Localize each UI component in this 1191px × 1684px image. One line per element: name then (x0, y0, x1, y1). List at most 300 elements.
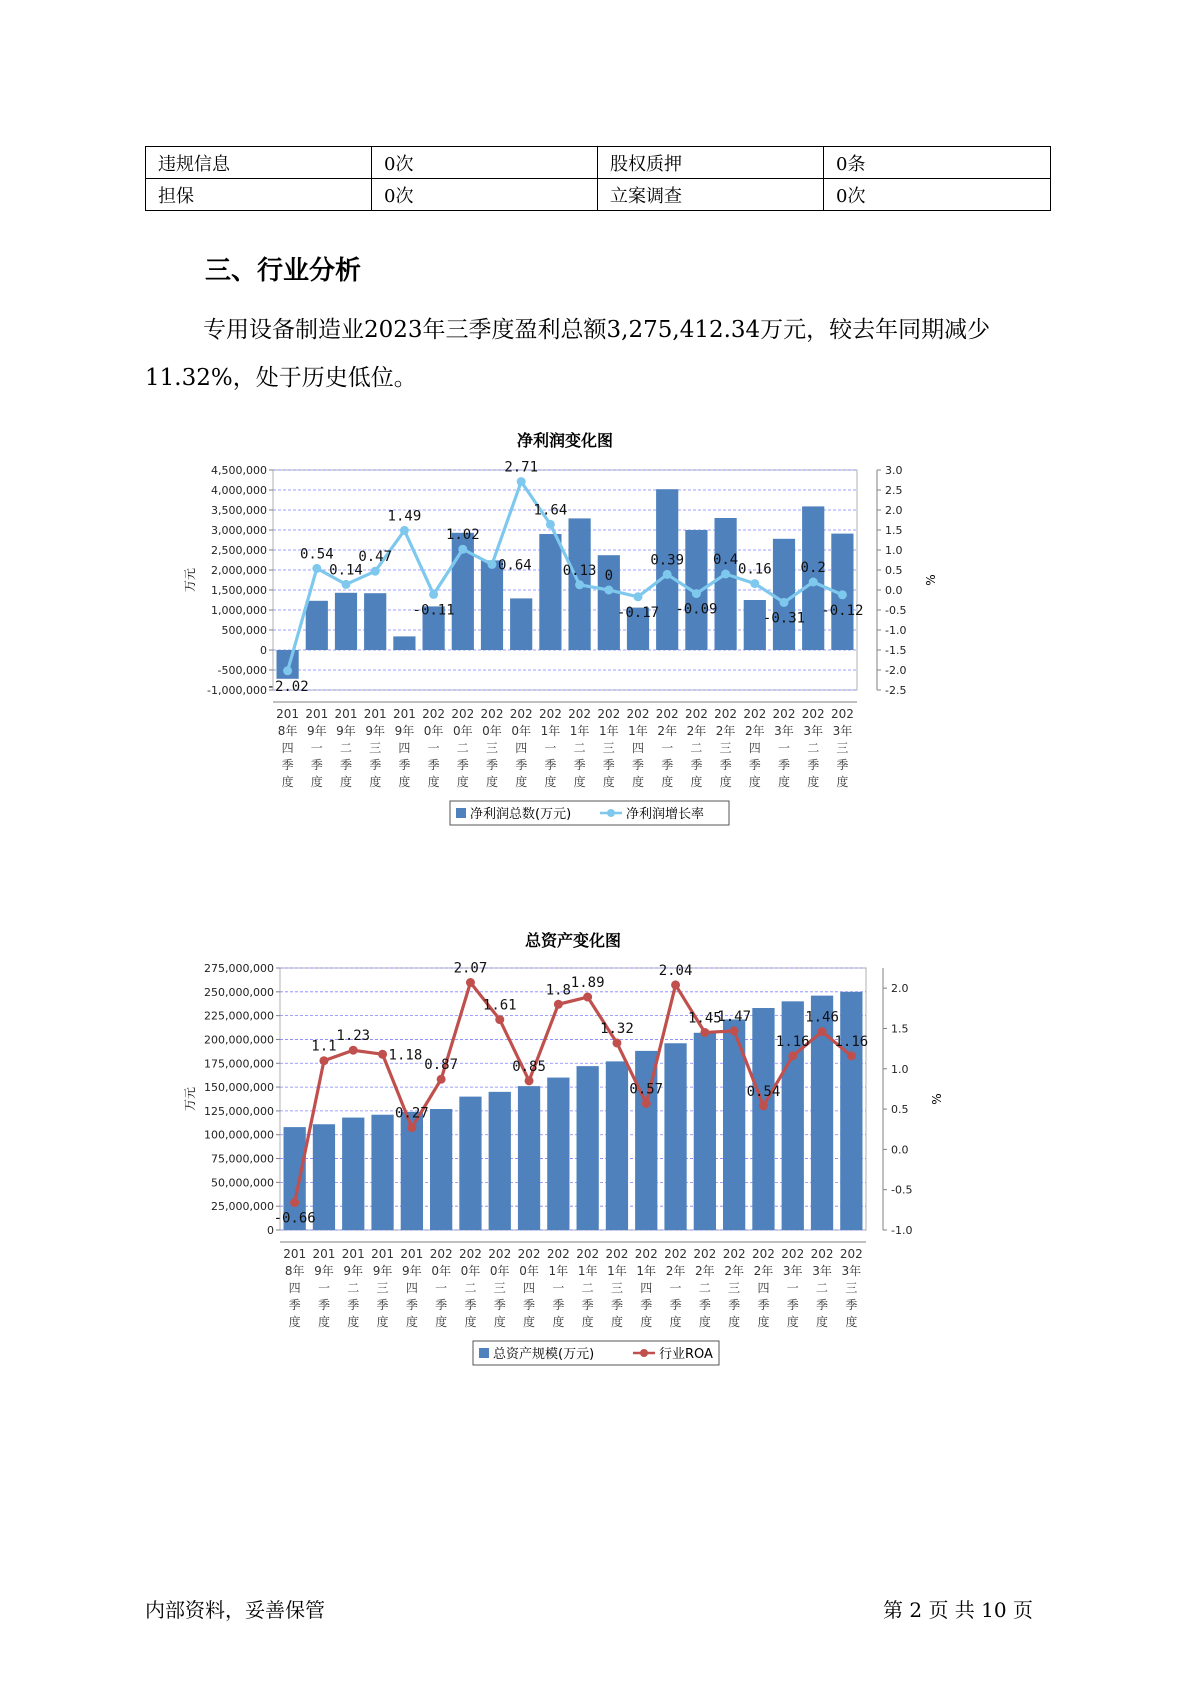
point-label: 2.07 (453, 960, 488, 977)
x-tick-label: 季 (640, 1298, 653, 1312)
x-tick-label: 四 (631, 741, 645, 755)
point-label: 1.8 (545, 982, 571, 999)
x-tick-label: 季 (427, 758, 440, 772)
x-tick-label: 季 (573, 758, 586, 772)
x-tick-label: 202 (517, 1247, 541, 1261)
x-tick-label: 0年 (482, 724, 502, 738)
x-tick-label: 四 (640, 1281, 653, 1295)
x-tick-label: 202 (422, 707, 446, 721)
x-tick-label: 202 (538, 707, 562, 721)
x-tick-label: 度 (493, 1315, 506, 1329)
x-tick-label: 2年 (695, 1264, 715, 1278)
x-tick-label: 202 (830, 707, 854, 721)
x-tick-label: 二 (456, 741, 469, 755)
x-tick-label: 二 (339, 741, 353, 755)
table-cell: 0次 (824, 179, 1051, 211)
x-tick-label: 四 (523, 1281, 536, 1295)
x-tick-label: 202 (810, 1247, 834, 1261)
y-tick-label: 3,500,000 (211, 504, 267, 517)
y-tick-label: 125,000,000 (204, 1104, 274, 1118)
x-tick-label: 度 (602, 775, 615, 789)
point-label: 1.89 (570, 975, 605, 992)
net-profit-chart (180, 418, 970, 878)
y2-tick-label: -1.5 (885, 644, 907, 657)
bar (694, 1033, 716, 1230)
x-tick-label: 1年 (636, 1264, 657, 1278)
x-tick-label: 季 (719, 758, 732, 772)
bar (840, 992, 862, 1230)
x-tick-label: 度 (728, 1315, 741, 1329)
x-tick-label: 度 (690, 775, 703, 789)
x-tick-label: 202 (722, 1247, 746, 1261)
x-tick-label: 季 (369, 758, 382, 772)
line-point (788, 1051, 797, 1060)
line-point (495, 1015, 504, 1024)
y-tick-label: 200,000,000 (204, 1033, 274, 1047)
x-tick-label: 季 (631, 758, 645, 772)
x-tick-label: 一 (661, 741, 674, 755)
x-tick-label: 一 (317, 1281, 330, 1295)
point-label: -0.09 (675, 601, 718, 618)
y2-axis-title: % (924, 574, 938, 586)
legend-bar-swatch (479, 1348, 489, 1358)
x-tick-label: 四 (748, 741, 761, 755)
bar (577, 1066, 599, 1230)
x-tick-label: 度 (698, 1315, 711, 1329)
x-tick-label: 201 (363, 707, 387, 721)
x-tick-label: 季 (317, 1298, 330, 1312)
x-tick-label: 三 (602, 741, 615, 755)
x-tick-label: 度 (376, 1315, 389, 1329)
x-tick-label: 三 (845, 1281, 858, 1295)
x-tick-label: 季 (698, 1298, 711, 1312)
y-tick-label: 1,500,000 (211, 584, 267, 597)
x-tick-label: 季 (464, 1298, 477, 1312)
x-tick-label: 8年 (277, 724, 298, 738)
bar (393, 636, 415, 650)
y-tick-label: 3,000,000 (211, 524, 267, 537)
line-point (583, 993, 592, 1002)
x-tick-label: 202 (480, 707, 504, 721)
y2-tick-label: -2.5 (885, 684, 907, 697)
y-tick-label: 50,000,000 (211, 1176, 274, 1190)
x-tick-label: 度 (669, 1315, 682, 1329)
x-tick-label: 四 (281, 741, 294, 755)
x-tick-label: 202 (451, 707, 475, 721)
x-tick-label: 四 (515, 741, 528, 755)
x-tick-label: 2年 (753, 1264, 774, 1278)
point-label: 2.71 (504, 459, 539, 476)
x-tick-label: 202 (839, 1247, 863, 1261)
x-tick-label: 一 (544, 741, 557, 755)
point-label: 0.4 (712, 552, 739, 568)
x-tick-label: 201 (392, 707, 416, 721)
y-axis-title: 万元 (183, 567, 197, 593)
bar (335, 593, 357, 650)
point-label: 1.1 (311, 1038, 337, 1055)
x-tick-label: 201 (371, 1247, 395, 1261)
x-tick-label: 季 (669, 1298, 682, 1312)
line-point (700, 1028, 709, 1037)
x-tick-label: 202 (429, 1247, 453, 1261)
x-tick-label: 9年 (372, 1264, 393, 1278)
y-tick-label: 100,000,000 (204, 1128, 274, 1142)
x-tick-label: 201 (283, 1247, 307, 1261)
line-point (809, 578, 818, 587)
y-tick-label: 25,000,000 (211, 1200, 274, 1214)
x-tick-label: 3年 (841, 1264, 862, 1278)
x-tick-label: 三 (610, 1281, 623, 1295)
line-point (750, 579, 759, 588)
x-tick-label: 0年 (423, 724, 444, 738)
x-tick-label: 度 (836, 775, 849, 789)
x-tick-label: 三 (493, 1281, 506, 1295)
x-tick-label: 季 (339, 758, 353, 772)
point-label: 0.57 (629, 1081, 664, 1098)
legend-line-label: 净利润增长率 (626, 807, 705, 822)
line-point (847, 1051, 856, 1060)
x-tick-label: 9年 (365, 724, 386, 738)
x-tick-label: 度 (435, 1315, 448, 1329)
x-tick-label: 度 (317, 1315, 330, 1329)
x-tick-label: 季 (523, 1298, 536, 1312)
x-tick-label: 202 (568, 707, 592, 721)
point-label: 0.54 (299, 546, 334, 563)
x-tick-label: 1年 (548, 1264, 569, 1278)
line-point (342, 580, 351, 589)
x-tick-label: 度 (573, 775, 586, 789)
x-tick-label: 季 (485, 758, 499, 772)
table-cell: 0次 (372, 147, 598, 179)
y-tick-label: 1,000,000 (211, 604, 267, 617)
line-point (780, 598, 789, 607)
bar (306, 601, 328, 650)
x-tick-label: 二 (698, 1281, 711, 1295)
x-tick-label: 3年 (832, 724, 853, 738)
point-label: -0.12 (821, 602, 864, 619)
legend-bar-label: 净利润总数(万元) (470, 807, 572, 822)
x-tick-label: 度 (552, 1315, 565, 1329)
x-tick-label: 202 (655, 707, 679, 721)
point-label: 2.04 (658, 962, 693, 979)
x-tick-label: 季 (836, 758, 849, 772)
x-tick-label: 季 (456, 758, 469, 772)
point-label: 1.64 (533, 502, 568, 519)
table-row (146, 179, 1051, 211)
y-tick-label: -500,000 (217, 664, 267, 677)
x-tick-label: 季 (610, 1298, 623, 1312)
line-point (634, 592, 643, 601)
x-tick-label: 1年 (598, 724, 619, 738)
x-tick-label: 202 (605, 1247, 629, 1261)
x-tick-label: 3年 (803, 724, 824, 738)
x-tick-label: 度 (610, 1315, 623, 1329)
x-tick-label: 四 (757, 1281, 770, 1295)
x-tick-label: 202 (693, 1247, 717, 1261)
y2-tick-label: 0.5 (885, 564, 903, 577)
bar (712, 518, 739, 650)
line-point (466, 978, 475, 987)
x-tick-label: 度 (661, 775, 674, 789)
point-label: -0.66 (273, 1210, 316, 1227)
line-point (312, 564, 321, 573)
line-point (429, 590, 438, 599)
x-tick-label: 1年 (628, 724, 648, 738)
y-axis-title: 万元 (183, 1086, 197, 1112)
bar (364, 593, 386, 650)
x-tick-label: 1年 (569, 724, 590, 738)
x-tick-label: 2年 (724, 1264, 744, 1278)
x-tick-label: 季 (493, 1298, 506, 1312)
section-title: 三、行业分析 (205, 256, 362, 286)
line-point (378, 1050, 387, 1059)
x-tick-label: 0年 (431, 1264, 451, 1278)
table-cell: 0次 (372, 179, 598, 211)
y2-tick-label: -1.0 (891, 1224, 913, 1237)
line-point (290, 1198, 299, 1207)
legend-bar-label: 总资产规模(万元) (493, 1347, 595, 1362)
y2-tick-label: 2.0 (885, 504, 903, 517)
x-tick-label: 202 (801, 707, 825, 721)
point-label: 1.16 (775, 1033, 810, 1050)
y2-tick-label: 0.5 (891, 1103, 909, 1117)
x-tick-label: 202 (626, 707, 650, 721)
x-tick-label: 度 (631, 775, 645, 789)
x-tick-label: 季 (777, 758, 791, 772)
y2-tick-label: 1.0 (885, 544, 903, 557)
x-tick-label: 季 (310, 758, 323, 772)
point-label: 1.02 (445, 527, 480, 544)
point-label: 1.18 (388, 1047, 423, 1064)
y2-tick-label: 0.0 (891, 1143, 909, 1157)
x-tick-label: 季 (376, 1298, 389, 1312)
x-tick-label: 度 (719, 775, 732, 789)
x-tick-label: 一 (435, 1281, 448, 1295)
y-tick-label: 75,000,000 (211, 1152, 274, 1166)
x-tick-label: 0年 (511, 724, 532, 738)
x-tick-label: 度 (816, 1315, 829, 1329)
x-tick-label: 一 (669, 1281, 682, 1295)
x-tick-label: 季 (544, 758, 557, 772)
x-tick-label: 季 (748, 758, 761, 772)
table-cell: 立案调查 (598, 179, 824, 211)
line-point (371, 567, 380, 576)
x-tick-label: 季 (552, 1298, 565, 1312)
chart-title: 总资产变化图 (524, 931, 622, 950)
page-number: 第 2 页 共 10 页 (883, 1598, 1033, 1622)
y-tick-label: 500,000 (221, 624, 267, 637)
x-tick-label: 季 (690, 758, 703, 772)
table-cell: 担保 (146, 179, 372, 211)
x-tick-label: 度 (777, 775, 791, 789)
x-tick-label: 9年 (402, 1264, 422, 1278)
line-point (575, 580, 584, 589)
line-point (612, 1038, 621, 1047)
point-label: 0.13 (562, 562, 597, 579)
x-tick-label: 度 (581, 1315, 594, 1329)
point-label: 1.49 (387, 508, 422, 525)
x-tick-label: 1年 (577, 1264, 598, 1278)
x-tick-label: 季 (816, 1298, 829, 1312)
x-tick-label: 2年 (686, 724, 707, 738)
y-tick-label: -1,000,000 (207, 684, 267, 697)
x-tick-label: 季 (661, 758, 674, 772)
x-tick-label: 度 (405, 1315, 418, 1329)
x-tick-label: 三 (376, 1281, 389, 1295)
bar (313, 1124, 335, 1230)
bar (371, 1115, 393, 1230)
y-tick-label: 0 (260, 644, 267, 657)
x-tick-label: 201 (334, 707, 358, 721)
y2-tick-label: -0.5 (885, 604, 907, 617)
y2-tick-label: 0.0 (885, 584, 903, 597)
x-tick-label: 9年 (306, 724, 327, 738)
x-tick-label: 三 (485, 741, 499, 755)
point-label: 1.16 (834, 1033, 869, 1050)
legend-line-marker (640, 1349, 648, 1357)
line-point (349, 1046, 358, 1055)
x-tick-label: 度 (807, 775, 820, 789)
point-label: 0.2 (800, 560, 826, 576)
x-tick-label: 二 (464, 1281, 477, 1295)
y2-tick-label: 1.5 (885, 524, 903, 537)
x-tick-label: 0年 (460, 1264, 481, 1278)
y-tick-label: 225,000,000 (204, 1009, 274, 1023)
x-tick-label: 季 (757, 1298, 770, 1312)
x-tick-label: 1年 (607, 1264, 627, 1278)
x-tick-label: 二 (690, 741, 703, 755)
x-tick-label: 3年 (812, 1264, 832, 1278)
point-label: 0.54 (746, 1083, 781, 1100)
x-tick-label: 度 (523, 1315, 536, 1329)
x-tick-label: 度 (339, 775, 353, 789)
x-tick-label: 度 (427, 775, 440, 789)
y2-tick-label: 2.5 (885, 484, 903, 497)
x-tick-label: 一 (427, 741, 440, 755)
x-tick-label: 度 (398, 775, 411, 789)
point-label: 0.85 (512, 1058, 546, 1075)
bar (342, 1118, 364, 1230)
line-point (663, 570, 672, 579)
x-tick-label: 度 (281, 775, 294, 789)
x-tick-label: 3年 (774, 724, 794, 738)
line-point (721, 570, 730, 579)
point-label: 0.39 (650, 552, 685, 569)
x-tick-label: 度 (347, 1315, 360, 1329)
x-tick-label: 0年 (452, 724, 473, 738)
x-tick-label: 202 (772, 707, 796, 721)
point-label: 0.27 (394, 1105, 429, 1122)
x-tick-label: 2年 (665, 1264, 686, 1278)
x-tick-label: 202 (664, 1247, 688, 1261)
point-label: 0.16 (737, 561, 772, 578)
point-label: 0.64 (498, 557, 532, 574)
x-tick-label: 度 (515, 775, 528, 789)
x-tick-label: 一 (310, 741, 323, 755)
x-tick-label: 季 (515, 758, 528, 772)
total-assets-chart-svg (180, 918, 970, 1388)
line-point (525, 1076, 534, 1085)
table-cell: 股权质押 (598, 147, 824, 179)
x-tick-label: 三 (369, 741, 382, 755)
analysis-paragraph: 专用设备制造业2023年三季度盈利总额3,275,412.34万元，较去年同期减少11.32%，处于历史低位。 (145, 317, 991, 391)
point-label: 0.87 (424, 1057, 459, 1074)
y-tick-label: 150,000,000 (204, 1081, 274, 1095)
point-label: 1.45 (687, 1010, 722, 1027)
y-tick-label: 250,000,000 (204, 985, 274, 999)
x-tick-label: 季 (807, 758, 820, 772)
chart-title: 净利润变化图 (516, 431, 614, 450)
x-tick-label: 季 (581, 1298, 594, 1312)
x-tick-label: 201 (276, 707, 300, 721)
point-label: -0.11 (412, 602, 455, 619)
legend-line-marker (607, 809, 615, 817)
legend-line-label: 行业ROA (659, 1347, 713, 1362)
x-tick-label: 202 (781, 1247, 805, 1261)
bar (510, 598, 532, 650)
x-tick-label: 9年 (394, 724, 415, 738)
y2-tick-label: 1.5 (891, 1022, 909, 1036)
line-point (283, 666, 292, 675)
line-point (488, 560, 497, 569)
point-label: -2.02 (266, 678, 309, 695)
y2-axis-title: % (930, 1093, 944, 1105)
line-point (458, 545, 467, 554)
legend-bar-swatch (456, 808, 466, 818)
line-point (759, 1101, 768, 1110)
x-tick-label: 季 (602, 758, 615, 772)
x-tick-label: 度 (288, 1315, 301, 1329)
point-label: 1.32 (600, 1020, 634, 1037)
x-tick-label: 四 (405, 1281, 418, 1295)
x-tick-label: 度 (544, 775, 557, 789)
x-tick-label: 2年 (715, 724, 736, 738)
point-label: 0.47 (358, 549, 393, 566)
x-tick-label: 202 (597, 707, 621, 721)
line-point (692, 589, 701, 598)
x-tick-label: 二 (816, 1281, 829, 1295)
x-tick-label: 2年 (744, 724, 765, 738)
bar (773, 539, 795, 650)
x-tick-label: 度 (748, 775, 761, 789)
point-label: 1.61 (482, 997, 517, 1014)
x-tick-label: 二 (807, 741, 820, 755)
x-tick-label: 度 (786, 1315, 799, 1329)
x-tick-label: 度 (845, 1315, 858, 1329)
x-tick-label: 季 (347, 1298, 360, 1312)
x-tick-label: 202 (576, 1247, 600, 1261)
y-tick-label: 2,000,000 (211, 564, 267, 577)
total-assets-chart (180, 918, 970, 1388)
x-tick-label: 季 (435, 1298, 448, 1312)
x-tick-label: 8年 (284, 1264, 305, 1278)
x-tick-label: 二 (573, 741, 586, 755)
y-tick-label: 0 (267, 1224, 274, 1237)
x-tick-label: 季 (398, 758, 411, 772)
x-tick-label: 202 (684, 707, 708, 721)
table-row (146, 147, 1051, 179)
x-tick-label: 季 (845, 1298, 858, 1312)
x-tick-label: 度 (310, 775, 323, 789)
x-tick-label: 202 (743, 707, 767, 721)
x-tick-label: 201 (312, 1247, 336, 1261)
x-tick-label: 度 (456, 775, 469, 789)
line-point (319, 1056, 328, 1065)
line-point (642, 1099, 651, 1108)
bar (430, 1109, 452, 1230)
x-tick-label: 1年 (540, 724, 561, 738)
x-tick-label: 季 (728, 1298, 741, 1312)
